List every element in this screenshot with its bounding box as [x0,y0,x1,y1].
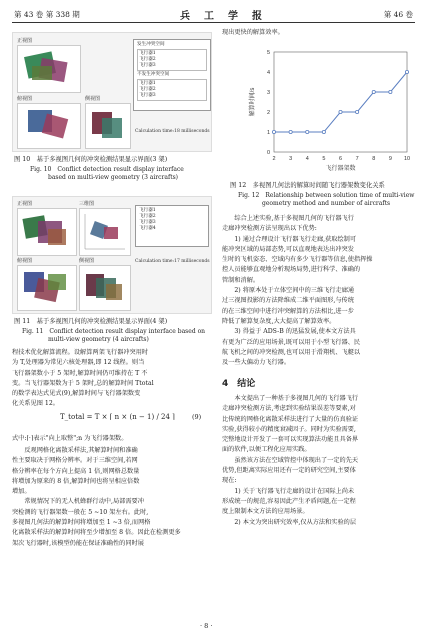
page-number: · 8 · [200,622,213,630]
fig12-caption-en-1: Fig. 12 Relationship between solution time of multi-view [238,192,415,199]
paragraph-line: 航飞机之间的冲突检测,也可以用于滑翔机、飞艇以 [222,348,361,356]
chart-y-tick-label: 1 [266,130,270,136]
chart-x-tick-label: 2 [272,156,276,162]
paragraph-line: 度上限制本文方法的应用场景。 [222,508,309,516]
paragraph-line: 形成统一的规范,容易因此产生矛盾问题,在一定程 [222,497,356,505]
fig12-caption-cn: 图 12 多视图几何法的解算时间随飞行器架数变化关系 [230,182,385,189]
paragraph-line: 能冲突区域的局部态势,可以直观地表达出冲突发 [222,245,354,253]
paragraph-line: 走廊冲突检测方法,考虑到实验结果误差等要素,对 [222,405,356,413]
paragraph-line: 格分辨率在每个方向上提高 1 倍,则网格总数量 [12,467,140,475]
chart-data-point [405,70,408,73]
section-heading: 4 结论 [222,379,256,389]
paragraph-line: 3) 得益于 ADS-B 的迅猛发展,使本文方法具 [222,328,356,336]
chart-data-point [289,130,292,133]
fig11-caption-cn: 图 11 基于多视图几何的冲突检测结果显示界面(4 架) [14,318,168,325]
paragraph-line: 2) 将原本处于立体空间中的三维飞行走廊通 [222,287,355,295]
figure-12-chart [222,44,417,174]
fig10-front-view-shapes [18,46,80,92]
fig11-legend-item-1: 飞行器1 [139,208,156,213]
fig10-no-conflict-title: 不发生冲突空间 [137,72,170,77]
fig11-calc-time: Calculation time:17 milliseconds [135,259,210,264]
paragraph-line: 为 T,处理器为常见六核处理器,即 12 线程。则当 [12,359,145,367]
chart-data-point [356,110,359,113]
chart-y-tick-label: 0 [266,150,270,156]
equation-9: T_total = T × ⌈ n × (n − 1) / 24 ⌉ [60,413,175,421]
journal-title: 兵 工 学 报 [180,11,264,22]
fig10-no-conflict-item-3: 飞行器3 [139,93,156,98]
header-left: 第 43 卷 第 338 期 [14,10,80,19]
fig11-caption-en-1: Fig. 11 Conflict detection result display interface based on [22,328,206,335]
paragraph-line: 程技术优化解算流程。设解算两架飞行器冲突用时 [12,349,149,356]
paragraph-line: 突检测的飞行器架数一般在 5 ~10 架左右。此时, [12,508,149,516]
fig10-conflict-item-2: 飞行器2 [139,57,156,62]
fig11-side-view [79,265,131,311]
paragraph-line: 将增加为原来的 8 倍,解算时间也将呈相应倍数 [12,477,140,485]
header-right: 第 46 卷 [383,10,413,19]
chart-x-tick-label: 5 [322,156,326,162]
paragraph-line: 反观网格化离散采样法,其解算时间和准确 [12,447,138,454]
chart-y-tick-label: 5 [266,50,270,56]
chart-plot-frame [274,52,407,152]
paragraph-line: 有更为广泛的应用场景,既可以用于小型飞行器、民 [222,338,361,346]
chart-y-axis-label: 解算时间/s [250,87,256,117]
fig11-caption-en-2: multi-view geometry (4 aircrafts) [48,336,149,343]
chart-x-tick-label: 8 [372,156,376,162]
paragraph-line: 架次飞行器时,该模型仍能在保证准确性的同时展 [12,539,144,547]
fig10-top-view-label: 俯视图 [17,96,33,102]
fig10-caption-cn: 图 10 基于多视图几何的冲突检测结果显示界面(3 架) [14,156,168,163]
paragraph-line: 2) 本文为突出研究效率,仅从方法和实验的层 [222,518,357,526]
paragraph-line: 常规情况下的无人机蜂群行动中,局部需要冲 [12,498,144,506]
chart-x-tick-label: 3 [289,156,293,162]
paragraph-line: 本文提出了一种基于多视图几何的飞行器飞行 [222,395,359,402]
paragraph-line: 过三视图投影的方法降维成二维平面图形,与传统 [222,297,354,305]
chart-data-point [306,130,309,133]
fig10-calc-time: Calculation time:18 milliseconds [135,129,210,134]
fig10-front-view-label: 正视图 [17,38,33,44]
paragraph-line: 变。当飞行器架数为于 5 架时,总的解算时间 Ttotal [12,379,154,387]
chart-x-tick-label: 10 [403,156,411,162]
fig11-legend-item-2: 飞行器2 [139,214,156,219]
paragraph-line: 实验,获得较小的精度衰减因子。同时为实验需要, [222,425,356,433]
paragraph-line: 比传统的网格化离散采样法进行了大量的仿真验证 [222,415,359,423]
fig10-no-conflict-item-2: 飞行器2 [139,87,156,92]
paragraph-line: 的在三维空间中进行冲突解算的方法相比,进一步 [222,307,354,315]
chart-x-tick-label: 9 [388,156,392,162]
chart-data-point [372,90,375,93]
fig10-side-view [85,103,131,149]
fig10-side-view-label: 侧视图 [85,96,101,102]
paragraph-line: 的数学表达式见式(9),解算时间与飞行器架数变 [12,390,141,398]
chart-y-tick-label: 4 [266,70,270,76]
paragraph-line: 1) 通过合理设计飞行器飞行走廊,获取绘制可 [222,235,357,243]
fig10-caption-en-2: based on multi-view geometry (3 aircrafts) [48,174,179,181]
left-column-text-2 [12,446,212,549]
chart-x-tick-label: 7 [355,156,359,162]
paragraph-line: 生时的飞机姿态、空域内有多少飞行器等信息,使指挥操 [222,256,373,264]
fig11-front-view-label: 正视图 [17,201,33,207]
fig11-legend-item-4: 飞行器4 [139,226,156,231]
paragraph-line: 性主要取决于网格分辨率。对于三维空间,若网 [12,457,138,465]
figure-11-screenshot [12,196,212,314]
right-column-text [222,214,417,368]
paragraph-line: 面的软件,以便工程化应用实践。 [222,446,311,454]
fig11-top-view [17,265,77,311]
paragraph-line: 及一些大偏动力飞行器。 [222,359,291,367]
fig10-front-view [17,45,81,93]
fig10-conflict-title: 发生冲突空间 [137,42,165,47]
paragraph-line: 降低了解算复杂度,大大提高了解算效率。 [222,317,336,325]
paragraph-line: 1) 关于飞行器飞行走廊的设计在国际上尚未 [222,487,355,495]
left-column-text-1 [12,348,212,410]
paragraph-line: 现在: [222,477,237,485]
fig10-conflict-item-3: 飞行器3 [139,63,156,68]
right-top-line: 现出更快的解算效率。 [222,29,284,36]
fig11-legend [135,205,209,247]
paragraph-line: 控人员能够直观地分析现场局势,进行科学、准确的 [222,266,361,274]
paragraph-line: 管制和消解。 [222,276,260,284]
paragraph-line: 化离散采样法的解算时间将至少增加至 8 倍。因此在检测更多 [12,529,181,537]
chart-y-tick-label: 2 [266,110,270,116]
chart-data-point [339,110,342,113]
fig11-top-view-label: 俯视图 [17,258,33,264]
fig11-legend-item-3: 飞行器3 [139,220,156,225]
paragraph-line: 走廊冲突检测方法呈现出以下优势: [222,225,317,233]
chart-data-point [322,130,325,133]
chart-data-point [272,130,275,133]
fig11-front-view [17,208,77,256]
chart-data-point [389,90,392,93]
chart-x-tick-label: 6 [338,156,343,162]
figure-10-screenshot [12,32,212,152]
paragraph-line: 虽然该方法在空域管控中体现出了一定的先天 [222,456,359,464]
fig11-side-view-label: 侧视图 [79,258,95,264]
fig11-3d-view [79,208,131,256]
paragraph-line: 完整地设计开发了一套可以实现算法功能且具备界 [222,436,359,444]
paragraph-line: 优势,但距离实际应用还有一定的研究空间,主要体 [222,467,356,475]
fig10-caption-en-1: Fig. 10 Conflict detection result display interface [30,166,184,173]
fig10-conflict-item-1: 飞行器1 [139,51,156,56]
conclusion-text [222,394,417,528]
paragraph-line: 化关系见图 12。 [12,400,59,408]
fig10-top-view [17,103,81,149]
paragraph-line: 综合上述实验,基于多视图几何的飞行器飞行 [222,215,354,222]
chart-x-tick-label: 4 [305,156,309,162]
chart-y-tick-label: 3 [266,90,270,96]
header-rule [12,22,415,23]
fig10-legend [133,39,211,111]
fig12-caption-en-2: geometry method and number of aircrafts [262,200,391,207]
fig11-3d-view-label: 三维图 [79,201,95,207]
equation-number: (9) [192,413,202,421]
paragraph-line: 飞行器架数小于 5 架时,解算时间仍可维持在 T 不 [12,369,148,377]
fig10-no-conflict-item-1: 飞行器1 [139,81,156,86]
chart-x-axis-label: 飞行器架数 [325,166,356,172]
formula-note: 式中:⌈·⌉表示"向上取整";n 为飞行器架数。 [12,435,128,442]
paragraph-line: 多视图几何法的解算时间将增加至 1 ~3 倍,而网格 [12,519,151,527]
paragraph-line: 增加。 [12,488,31,496]
